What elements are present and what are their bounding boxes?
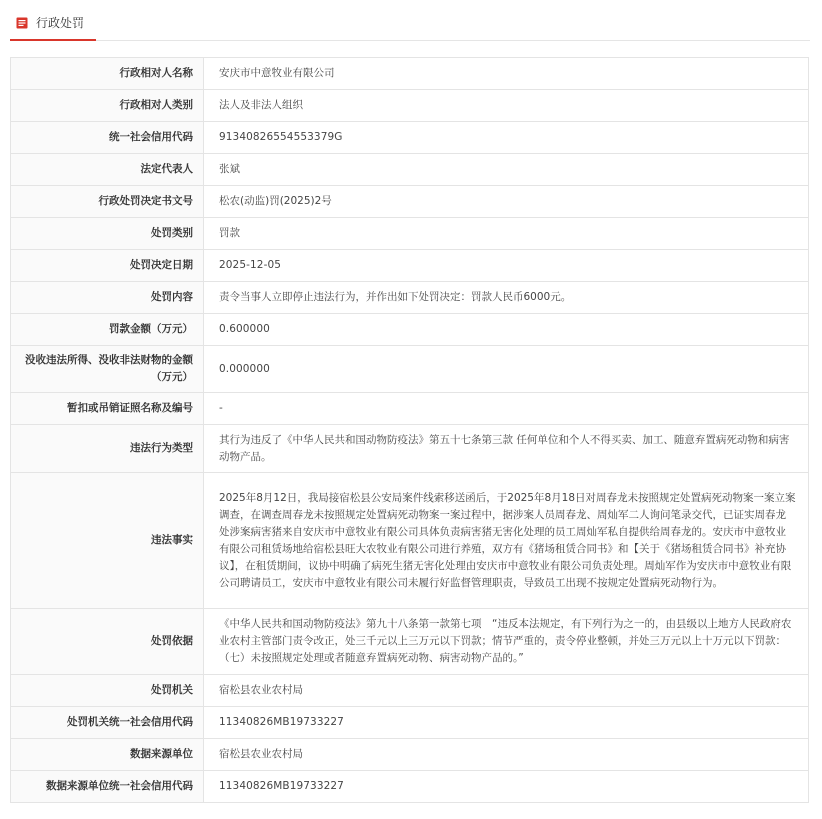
row-party-name bbox=[11, 58, 809, 90]
field-label: 违法行为类型 bbox=[11, 425, 204, 473]
field-label: 行政相对人名称 bbox=[11, 58, 204, 90]
row-license-suspension bbox=[11, 393, 809, 425]
section-header bbox=[10, 6, 810, 41]
row-authority-credit-code bbox=[11, 707, 809, 739]
penalty-info-table bbox=[10, 57, 809, 803]
field-value: 0.000000 bbox=[204, 346, 809, 393]
row-party-category bbox=[11, 90, 809, 122]
field-label: 违法事实 bbox=[11, 473, 204, 609]
row-confiscation-amount bbox=[11, 346, 809, 393]
field-value: 法人及非法人组织 bbox=[204, 90, 809, 122]
field-value: 2025-12-05 bbox=[204, 250, 809, 282]
field-label: 统一社会信用代码 bbox=[11, 122, 204, 154]
field-value: 其行为违反了《中华人民共和国动物防疫法》第五十七条第三款 任何单位和个人不得买卖、加工、随意弃置病死动物和病害动物产品。 bbox=[204, 425, 809, 473]
field-value: 0.600000 bbox=[204, 314, 809, 346]
row-violation-type bbox=[11, 425, 809, 473]
field-value: 11340826MB19733227 bbox=[204, 707, 809, 739]
row-credit-code bbox=[11, 122, 809, 154]
field-value: 宿松县农业农村局 bbox=[204, 739, 809, 771]
row-fine-amount bbox=[11, 314, 809, 346]
field-label: 法定代表人 bbox=[11, 154, 204, 186]
field-label: 数据来源单位 bbox=[11, 739, 204, 771]
row-penalty-authority bbox=[11, 675, 809, 707]
field-label: 行政处罚决定书文号 bbox=[11, 186, 204, 218]
tab-administrative-penalty[interactable] bbox=[10, 6, 96, 41]
field-value: 责令当事人立即停止违法行为，并作出如下处罚决定：罚款人民币6000元。 bbox=[204, 282, 809, 314]
field-label: 处罚决定日期 bbox=[11, 250, 204, 282]
field-label: 暂扣或吊销证照名称及编号 bbox=[11, 393, 204, 425]
field-label: 数据来源单位统一社会信用代码 bbox=[11, 771, 204, 803]
field-label: 处罚依据 bbox=[11, 609, 204, 675]
field-label: 罚款金额（万元） bbox=[11, 314, 204, 346]
row-violation-facts bbox=[11, 473, 809, 609]
tab-label: 行政处罚 bbox=[36, 16, 85, 30]
field-value: 《中华人民共和国动物防疫法》第九十八条第一款第七项 “违反本法规定，有下列行为之一的，由县级以上地方人民政府农业农村主管部门责令改正，处三千元以上三万元以下罚款；情节严重的，责令停业整顿，并处三万元以上十万元以下罚款：（七）未按照规定处理或者随意弃置病死动物、病害动物产品的。” bbox=[204, 609, 809, 675]
field-value: 罚款 bbox=[204, 218, 809, 250]
field-label: 处罚内容 bbox=[11, 282, 204, 314]
row-decision-date bbox=[11, 250, 809, 282]
field-label: 处罚机关 bbox=[11, 675, 204, 707]
field-value: - bbox=[204, 393, 809, 425]
document-list-icon bbox=[16, 17, 28, 29]
field-label: 没收违法所得、没收非法财物的金额（万元） bbox=[11, 346, 204, 393]
field-value: 91340826554553379G bbox=[204, 122, 809, 154]
field-value: 11340826MB19733227 bbox=[204, 771, 809, 803]
field-value: 松农(动监)罚(2025)2号 bbox=[204, 186, 809, 218]
field-label: 行政相对人类别 bbox=[11, 90, 204, 122]
row-data-source-credit-code bbox=[11, 771, 809, 803]
field-value: 安庆市中意牧业有限公司 bbox=[204, 58, 809, 90]
row-legal-representative bbox=[11, 154, 809, 186]
row-penalty-basis bbox=[11, 609, 809, 675]
field-value: 张斌 bbox=[204, 154, 809, 186]
row-decision-number bbox=[11, 186, 809, 218]
field-value: 宿松县农业农村局 bbox=[204, 675, 809, 707]
row-penalty-content bbox=[11, 282, 809, 314]
row-data-source bbox=[11, 739, 809, 771]
row-penalty-type bbox=[11, 218, 809, 250]
field-label: 处罚类别 bbox=[11, 218, 204, 250]
field-label: 处罚机关统一社会信用代码 bbox=[11, 707, 204, 739]
field-value: 2025年8月12日，我局接宿松县公安局案件线索移送函后，于2025年8月18日对周春龙未按照规定处置病死动物案一案立案调查，在调查周春龙未按照规定处置病死动物案一案过程中，据涉案人员周春龙、周灿军二人询问笔录交代，已证实周春龙处涉案病害猪来自安庆市中意牧业有限公司具体负责病害猪无害化处理的员工周灿军私自提供给周春龙的。安庆市中意牧业有限公司租赁场地给宿松县旺大农牧业有限公司进行养殖，双方有《猪场租赁合同书》和【关于《猪场租赁合同书》补充协议】，在租赁期间，议协中明确了病死生猪无害化处理由安庆市中意牧业有限公司负责处理。周灿军作为安庆市中意牧业有限公司聘请员工，安庆市中意牧业有限公司未履行好监督管理职责，导致员工出现不按规定处置病死动物行为。 bbox=[204, 473, 809, 609]
